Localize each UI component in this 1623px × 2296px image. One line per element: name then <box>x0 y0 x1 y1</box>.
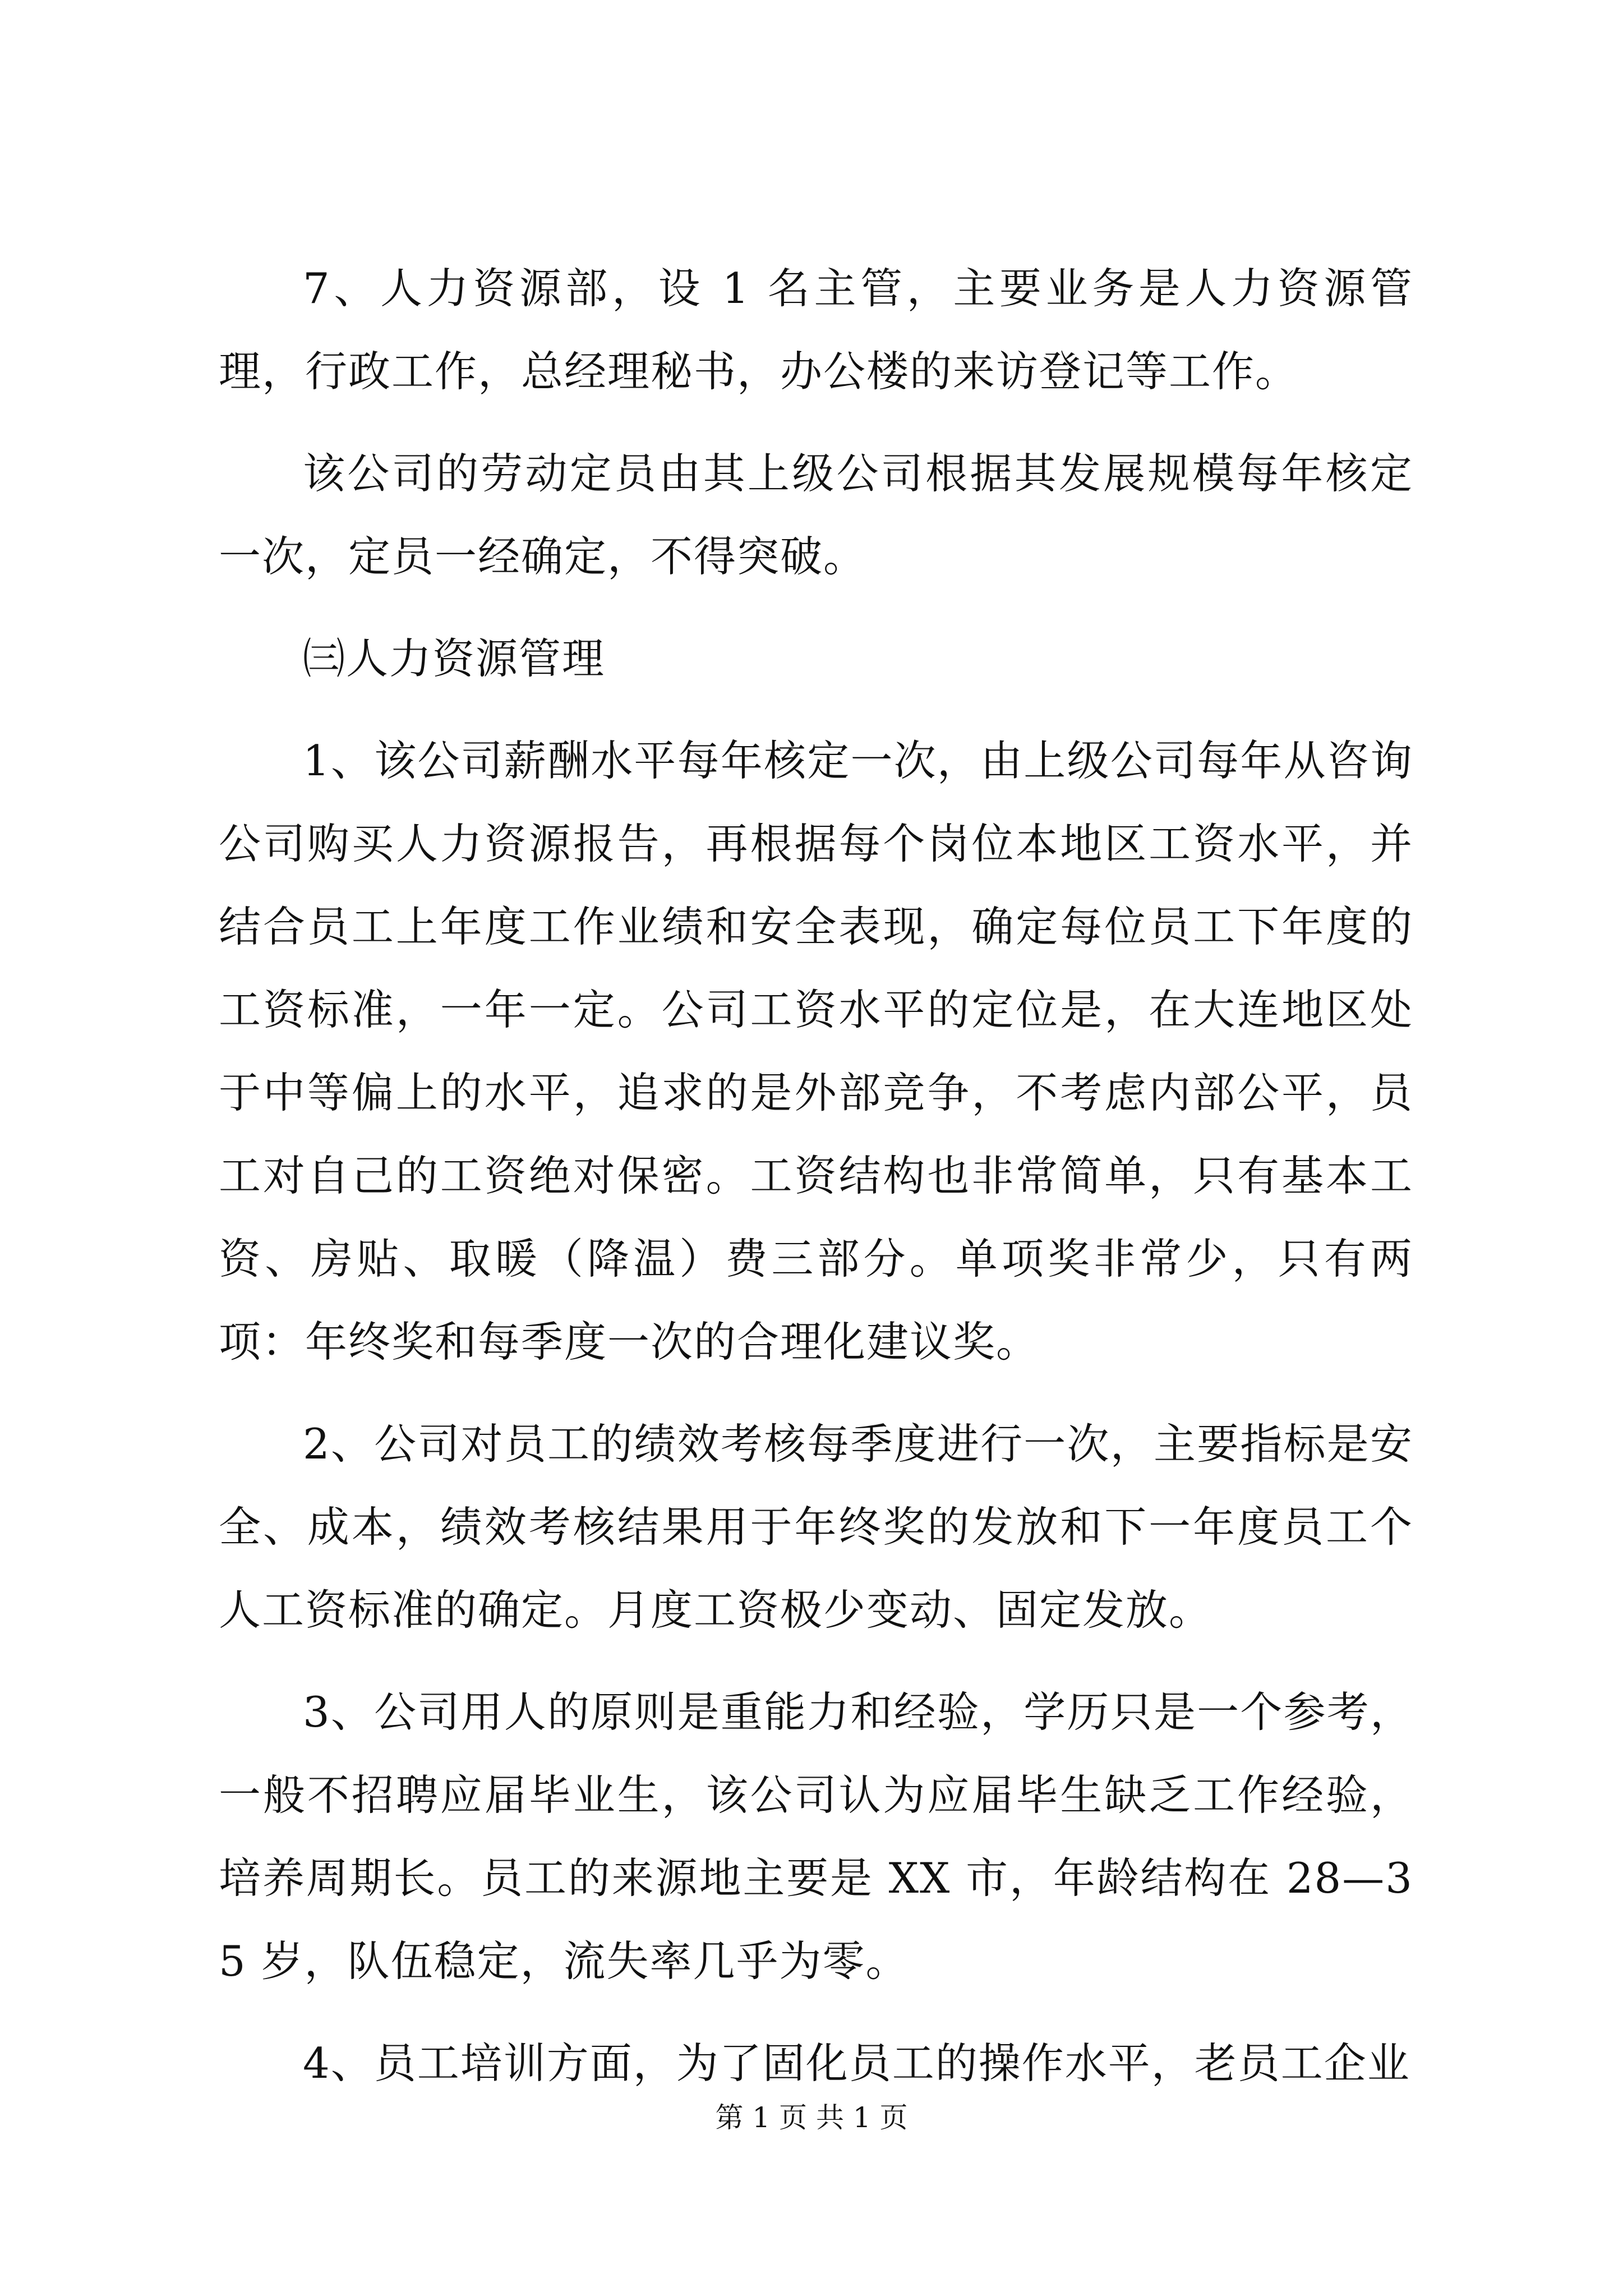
paragraph-hiring: 3、公司用人的原则是重能力和经验，学历只是一个参考，一般不招聘应届毕业生，该公司认为应届毕生缺乏工作经验，培养周期长。员工的来源地主要是 XX 市，年龄结构在 28—35 岁，队伍稳定，流失率几乎为零。 <box>219 1687 1413 1986</box>
paragraph-training: 4、员工培训方面，为了固化员工的操作水平，老员工企业 <box>303 2039 1410 2088</box>
document-body <box>219 247 1413 2124</box>
paragraph-performance: 2、公司对员工的绩效考核每季度进行一次，主要指标是安全、成本，绩效考核结果用于年终奖的发放和下一年度员工个人工资标准的确定。月度工资极少变动、固定发放。 <box>219 1419 1413 1635</box>
paragraph-staffing-quota: 该公司的劳动定员由其上级公司根据其发展规模每年核定一次，定员一经确定，不得突破。 <box>219 449 1413 581</box>
page-footer: 第 1 页 共 1 页 <box>715 2101 908 2134</box>
paragraph-salary: 1、该公司薪酬水平每年核定一次，由上级公司每年从咨询公司购买人力资源报告，再根据每个岗位本地区工资水平，并结合员工上年度工作业绩和安全表现，确定每位员工下年度的工资标准，一年一定。公司工资水平的定位是，在大连地区处于中等偏上的水平，追求的是外部竞争，不考虑内部公平，员工对自己的工资绝对保密。工资结构也非常简单，只有基本工资、房贴、取暖（降温）费三部分。单项奖非常少，只有两项：年终奖和每季度一次的合理化建议奖。 <box>219 736 1413 1366</box>
section-heading-hr-management: ㈢人力资源管理 <box>303 634 606 683</box>
paragraph-hr-department: 7、人力资源部，设 1 名主管，主要业务是人力资源管理，行政工作，总经理秘书，办公楼的来访登记等工作。 <box>219 264 1413 396</box>
